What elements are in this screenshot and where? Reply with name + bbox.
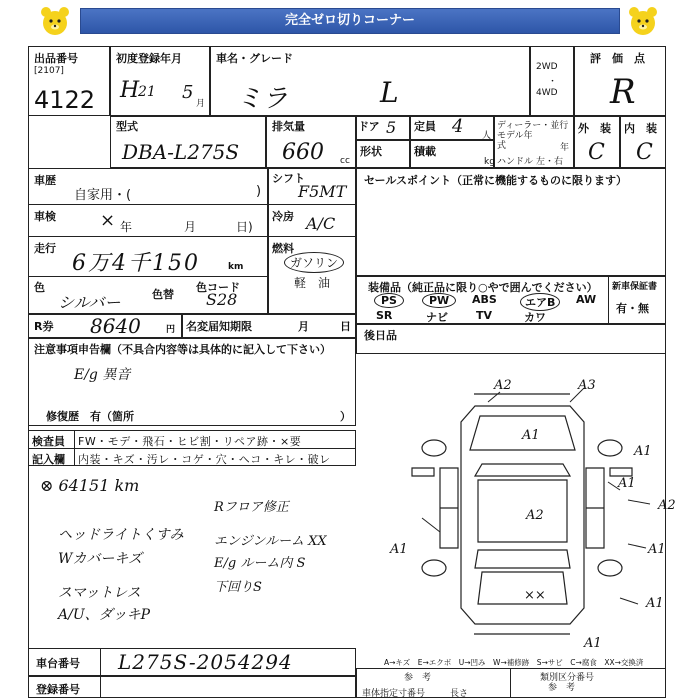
chassis-value: L275S-2054294: [118, 650, 293, 674]
mileage-value: 6万4千150: [72, 251, 200, 276]
fuel-alt: 軽 油: [294, 276, 331, 290]
type-close: ): [256, 184, 262, 199]
rear-label: 後日品: [364, 329, 397, 342]
equip-aw: AW: [576, 293, 597, 306]
repair-close: ）: [340, 410, 351, 423]
lot-number: 4122: [34, 86, 96, 114]
equipment-label: 装備品（純正品に限り○やで囲んでください）: [368, 281, 598, 294]
diagram-mark-a1-hood: A1: [522, 428, 540, 443]
diagram-mark-a1-right-mirror: A1: [618, 476, 636, 491]
inspect-month: 月: [184, 220, 197, 234]
inspector-right-4: 下回りS: [214, 580, 262, 595]
registration-label: 登録番号: [36, 683, 80, 696]
grade: L: [380, 76, 399, 109]
diagram-mark-a1-right-rear: A1: [648, 542, 666, 557]
inspect-value: ×: [100, 210, 116, 231]
seats-value: 4: [452, 116, 464, 137]
inspect-day: 日): [236, 220, 253, 234]
diagram-mark-a1-right-front: A1: [634, 444, 652, 459]
cc-unit: cc: [340, 156, 350, 166]
newcar-value: 有・無: [616, 302, 649, 315]
recycle-label: R券: [34, 320, 54, 333]
eval-score: R: [610, 72, 636, 112]
name-label: 車名・グレード: [216, 52, 293, 65]
exterior-grade: C: [588, 140, 605, 165]
footer-specified: 車体指定寸番号: [362, 689, 426, 699]
owner-month: 月: [298, 320, 309, 333]
bear-mascot-icon: [626, 4, 660, 38]
type-label: 車歴: [34, 174, 56, 187]
inspect-year: 年: [120, 220, 133, 234]
diagram-mark-a3: A3: [578, 378, 596, 393]
inspector-row-2: 内装・キズ・汚レ・コゲ・穴・ヘコ・キレ・破レ: [78, 453, 331, 466]
equip-tv: TV: [476, 309, 493, 322]
shift-label: シフト: [272, 172, 305, 185]
model-year-label: モデル年式: [497, 131, 533, 151]
bear-mascot-icon: [38, 4, 72, 38]
interior-label: 内 装: [624, 122, 657, 135]
load-label: 積載: [414, 145, 436, 158]
inspector-note-5: A/U、ダッキP: [58, 607, 151, 623]
color-value: シルバー: [58, 293, 121, 312]
owner-label: 名変届知期限: [186, 320, 252, 333]
dealer-label: ディーラー・並行: [497, 121, 569, 131]
mileage-unit: km: [228, 262, 244, 272]
equip-pw: PW: [422, 293, 456, 308]
diagram-mark-a2-right: A2: [658, 498, 676, 513]
inspector-right-2: エンジンルーム XX: [214, 534, 327, 549]
drive-dot: ・: [548, 77, 558, 87]
diagram-mark-a2-front: A2: [494, 378, 512, 393]
mileage-label: 走行: [34, 242, 56, 255]
load-unit: kg: [484, 157, 495, 167]
inspector-right-1: Rフロア修正: [214, 500, 289, 515]
diagram-mark-a1-right-back: A1: [646, 596, 664, 611]
model-value: DBA-L275S: [122, 140, 240, 164]
color-code-label: 色コード: [196, 281, 240, 294]
inspector-note-1: ⊗ 64151 km: [40, 476, 140, 495]
equip-abs: ABS: [472, 293, 497, 306]
equip-ps: PS: [374, 293, 404, 308]
reg-label: 初度登録年月: [116, 52, 182, 65]
diagram-mark-a1-rear: A1: [584, 636, 602, 651]
footer-ref-1: 参 考: [404, 673, 432, 683]
model-year-unit: 年: [560, 143, 570, 153]
reg-month-unit: 月: [196, 99, 206, 109]
handle-label: ハンドル: [497, 157, 534, 167]
chassis-label: 車台番号: [36, 657, 80, 670]
recycle-value: 8640: [90, 314, 141, 338]
fuel-value: ガソリン: [284, 252, 344, 273]
inspector-right-3: E/g ルーム内 S: [214, 556, 306, 571]
doors-value: 5: [386, 118, 397, 137]
notes-value: E/g 異音: [74, 367, 131, 383]
equip-sr: SR: [376, 309, 393, 322]
reg-era: H: [120, 78, 140, 103]
inspector-label-1: 検査員: [32, 435, 65, 448]
seats-unit: 人: [482, 131, 492, 141]
eval-label: 評 価 点: [590, 52, 645, 65]
doors-label: ドア: [358, 120, 380, 133]
banner: [10, 4, 690, 38]
seats-label: 定員: [414, 120, 436, 133]
owner-day: 日: [340, 320, 351, 333]
car-name: ミラ: [236, 84, 289, 114]
inspector-note-3: Wカバーキズ: [58, 551, 143, 567]
shift-value: F5MT: [298, 182, 347, 201]
sales-label: セールスポイント（正常に機能するものに限ります）: [364, 174, 628, 187]
equip-navi: ナビ: [426, 311, 448, 324]
equip-leather: カワ: [524, 311, 546, 324]
reg-month: 5: [182, 82, 194, 103]
footer-category: 類別区分番号: [540, 673, 595, 683]
diagram-mark-a2-roof: A2: [526, 508, 544, 523]
shape-label: 形状: [360, 145, 382, 158]
inspector-note-4: スマットレス: [58, 585, 141, 601]
color-code-value: S28: [206, 290, 238, 309]
cc-value: 660: [282, 140, 324, 165]
car-damage-diagram: [370, 372, 670, 652]
handle-value: 左・右: [536, 157, 564, 167]
cc-label: 排気量: [272, 120, 305, 133]
drive-2wd: 2WD: [536, 62, 558, 72]
newcar-label: 新車保証書: [612, 282, 658, 292]
ac-value: A/C: [306, 214, 336, 233]
inspector-label-2: 記入欄: [32, 453, 65, 466]
type-value: 自家用・(: [74, 188, 132, 203]
interior-grade: C: [636, 140, 653, 165]
fuel-label: 燃料: [272, 242, 294, 255]
notes-label: 注意事項申告欄（不具合内容等は具体的に記入して下さい）: [34, 343, 331, 356]
exterior-label: 外 装: [578, 122, 611, 135]
recycle-unit: 円: [166, 325, 176, 335]
color-label: 色: [34, 281, 45, 294]
model-label: 型式: [116, 120, 138, 133]
banner-title: 完全ゼロ切りコーナー: [80, 8, 620, 34]
reg-year: 21: [138, 84, 156, 100]
diagram-mark-a1-left: A1: [390, 542, 408, 557]
ac-label: 冷房: [272, 210, 294, 223]
lot-sub: [2107]: [34, 66, 64, 76]
lot-label: 出品番号: [34, 52, 78, 65]
diagram-mark-xx: ××: [524, 588, 546, 603]
footer-length: 長さ: [450, 689, 469, 699]
inspector-row-1: FW・モデ・飛石・ヒビ割・リペア跡・×要: [78, 435, 302, 448]
repair-label: 修復歴 有（箇所: [46, 410, 134, 423]
rear-box: [356, 324, 666, 354]
drive-4wd: 4WD: [536, 88, 558, 98]
footer-ref-2: 参 考: [548, 683, 576, 693]
equip-airbag: エアB: [520, 293, 560, 311]
inspect-label: 車検: [34, 210, 56, 223]
inspector-note-2: ヘッドライトくすみ: [58, 527, 184, 543]
color-change-label: 色替: [152, 288, 174, 301]
diagram-legend: A→キズ E→エクボ U→凹み W→補修跡 S→サビ C→腐食 XX→交換済: [384, 658, 644, 667]
